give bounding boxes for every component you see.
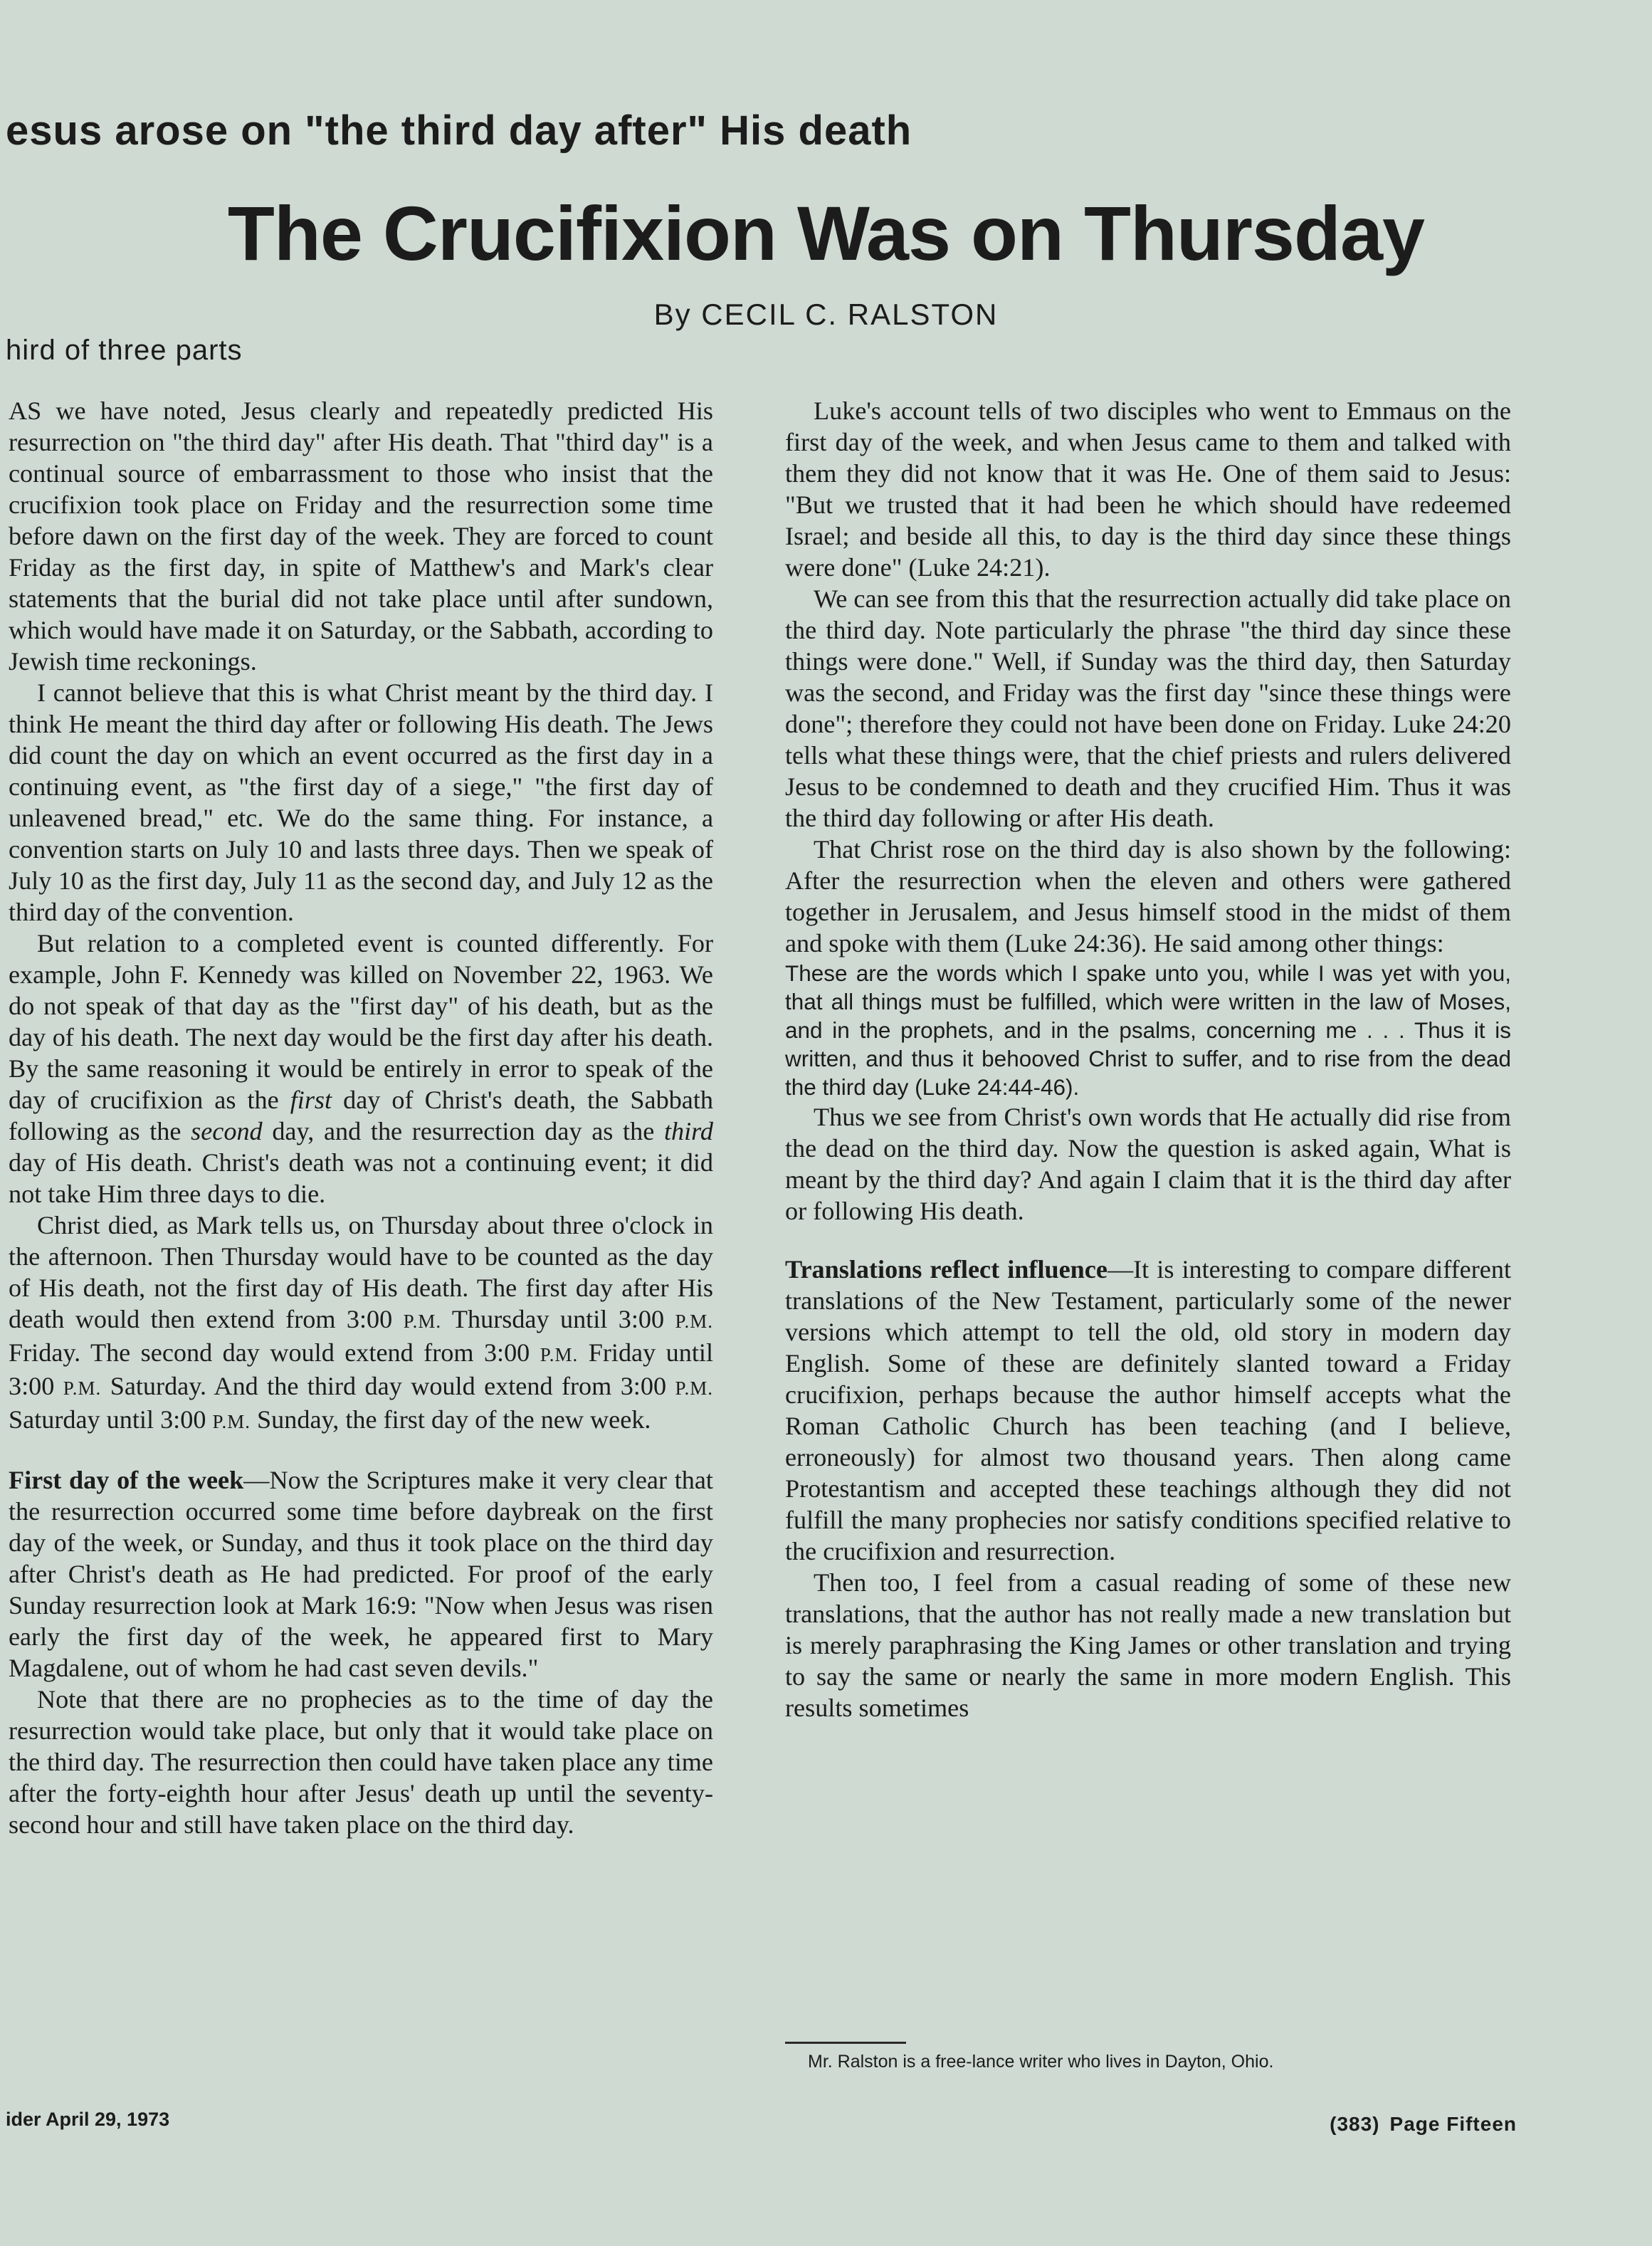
text-run: Sunday, the first day of the new week. — [251, 1405, 651, 1434]
time-suffix: P.M. — [675, 1311, 713, 1332]
text-run: Friday. The second day would extend from 3:00 — [9, 1338, 540, 1367]
page-code: (383) — [1330, 2113, 1380, 2135]
page-label: Page Fifteen — [1389, 2113, 1517, 2135]
emphasis: second — [191, 1117, 263, 1145]
paragraph — [785, 1254, 1511, 1567]
emphasis: third — [663, 1117, 713, 1145]
paragraph: Thus we see from Christ's own words that He actually did rise from the dead on the third day. Now the question is asked again, What is meant by the third day? And again I claim that it is the third day after or following His death. — [785, 1103, 1511, 1225]
paragraph: That Christ rose on the third day is also shown by the following: After the resurrection when the eleven and others were gathered together in Jerusalem, and Jesus himself stood in the midst of them and spoke with them (Luke 24:36). He said among other things: — [785, 835, 1511, 957]
text-run: day of His death. Christ's death was not a continuing event; it did not take Him three days to die. — [9, 1148, 713, 1208]
byline: By CECIL C. RALSTON — [653, 298, 999, 331]
emphasis: first — [290, 1086, 332, 1114]
text-run: day, and the resurrection day as the — [262, 1117, 664, 1145]
issue-date: ider April 29, 1973 — [6, 2109, 170, 2130]
text-run: Christ died, as Mark tells us, on Thursday about three o'clock in the afternoon. Then Thursday would have to be counted as the day of His death, not the first day of His death. The first day after His death would then extend from 3:00 — [9, 1211, 713, 1333]
text-run: Saturday. And the third day would extend from 3:00 — [101, 1372, 675, 1400]
text-run: Saturday until 3:00 — [9, 1405, 213, 1434]
text-run: day of Christ's death, the Sabbath following as the — [9, 1086, 713, 1145]
time-suffix: P.M. — [403, 1311, 442, 1332]
article-title: The Crucifixion Was on Thursday — [227, 190, 1425, 276]
text-run: —It is interesting to compare different translations of the New Testament, particularly some of the newer versions which attempt to tell the old, old story in modern day English. Some of these are definitely slanted toward a Friday crucifixion, perhaps because the author himself accepts what the Roman Catholic Church has been teaching (and I believe, erroneously) for almost two thousand years. Then along came Protestantism and accepted these teachings although they did not fulfill the many prophecies nor satisfy conditions specified relative to the crucifixion and resurrection. — [785, 1255, 1511, 1565]
text-run: —Now the Scriptures make it very clear that the resurrection occurred some time before daybreak on the first day of the week, or Sunday, and thus it took place on the third day after Christ's death as He had predicted. For proof of the early Sunday resurrection look at Mark 16:9: "Now when Jesus was risen early the first day of the week, he appeared first to Mary Magdalene, out of whom he had cast seven devils." — [9, 1466, 713, 1682]
text-run: Friday until 3:00 — [9, 1338, 713, 1400]
paragraph — [9, 1464, 713, 1684]
section-heading: Translations reflect influence — [785, 1255, 1108, 1284]
paragraph — [9, 928, 713, 1209]
paragraph: Luke's account tells of two disciples who went to Emmaus on the first day of the week, and when Jesus came to them and talked with them they did not know that it was He. One of them said to Jesus: "But we trusted that it had been he which should have redeemed Israel; and beside all this, to day is the third day since these things were done" (Luke 24:21). — [785, 397, 1511, 582]
time-suffix: P.M. — [212, 1411, 251, 1432]
page-number — [1320, 2113, 1517, 2136]
paragraph: Note that there are no prophecies as to the time of day the resurrection would take place, but only that it would take place on the third day. The resurrection then could have taken place any time after the forty-eighth hour after Jesus' death up until the seventy-second hour and still have taken place on the third day. — [9, 1685, 713, 1839]
paragraph — [9, 1209, 713, 1437]
block-quote: These are the words which I spake unto you, while I was yet with you, that all things must be fulfilled, which were written in the law of Moses, and in the prophets, and in the psalms, concerning me . . . Thus it is written, and thus it behooved Christ to suffer, and to rise from the dead the third day (Luke 24:44-46). — [785, 960, 1511, 1100]
paragraph: Then too, I feel from a casual reading of some of these new translations, that the author has not really made a new translation but is merely paraphrasing the King James or other translation and trying to say the same or nearly the same in more modern English. This results sometimes — [785, 1568, 1511, 1722]
text-run: But relation to a completed event is counted differently. For example, John F. Kennedy was killed on November 22, 1963. We do not speak of that day as the "first day" of his death, but as the day of his death. The next day would be the first day after his death. By the same reasoning it would be entirely in error to speak of the day of crucifixion as the — [9, 929, 713, 1114]
kicker-headline: esus arose on "the third day after" His death — [6, 107, 912, 154]
right-column — [785, 395, 1511, 1723]
time-suffix: P.M. — [675, 1377, 713, 1399]
text-run: Thursday until 3:00 — [441, 1305, 675, 1333]
footnote-rule — [785, 2042, 906, 2044]
time-suffix: P.M. — [540, 1344, 579, 1365]
paragraph: We can see from this that the resurrection actually did take place on the third day. Note particularly the phrase "the third day since these things were done." Well, if Sunday was the third day, then Saturday was the second, and Friday was the first day "since these things were done"; therefore they could not have been done on Friday. Luke 24:20 tells what these things were, that the chief priests and rulers delivered Jesus to be condemned to death and they crucified Him. Thus it was the third day following or after His death. — [785, 584, 1511, 832]
paragraph: I cannot believe that this is what Christ meant by the third day. I think He meant the third day after or following His death. The Jews did count the day on which an event occurred as the first day in a continuing event, as "the first day of a siege," "the first day of unleavened bread," etc. We do the same thing. For instance, a convention starts on July 10 and lasts three days. Then we speak of July 10 as the first day, July 11 as the second day, and July 12 as the third day of the convention. — [9, 678, 713, 926]
time-suffix: P.M. — [63, 1377, 102, 1399]
left-column — [9, 395, 713, 1840]
series-part-label: hird of three parts — [6, 335, 243, 366]
section-heading: First day of the week — [9, 1466, 244, 1494]
paragraph: AS we have noted, Jesus clearly and repeatedly predicted His resurrection on "the third day" after His death. That "third day" is a continual source of embarrassment to those who insist that the crucifixion took place on Friday and the resurrection some time before dawn on the first day of the week. They are forced to count Friday as the first day, in spite of Matthew's and Mark's clear statements that the burial did not take place until after sundown, which would have made it on Saturday, or the Sabbath, according to Jewish time reckonings. — [9, 397, 713, 676]
author-footnote: Mr. Ralston is a free-lance writer who lives in Dayton, Ohio. — [808, 2052, 1274, 2072]
